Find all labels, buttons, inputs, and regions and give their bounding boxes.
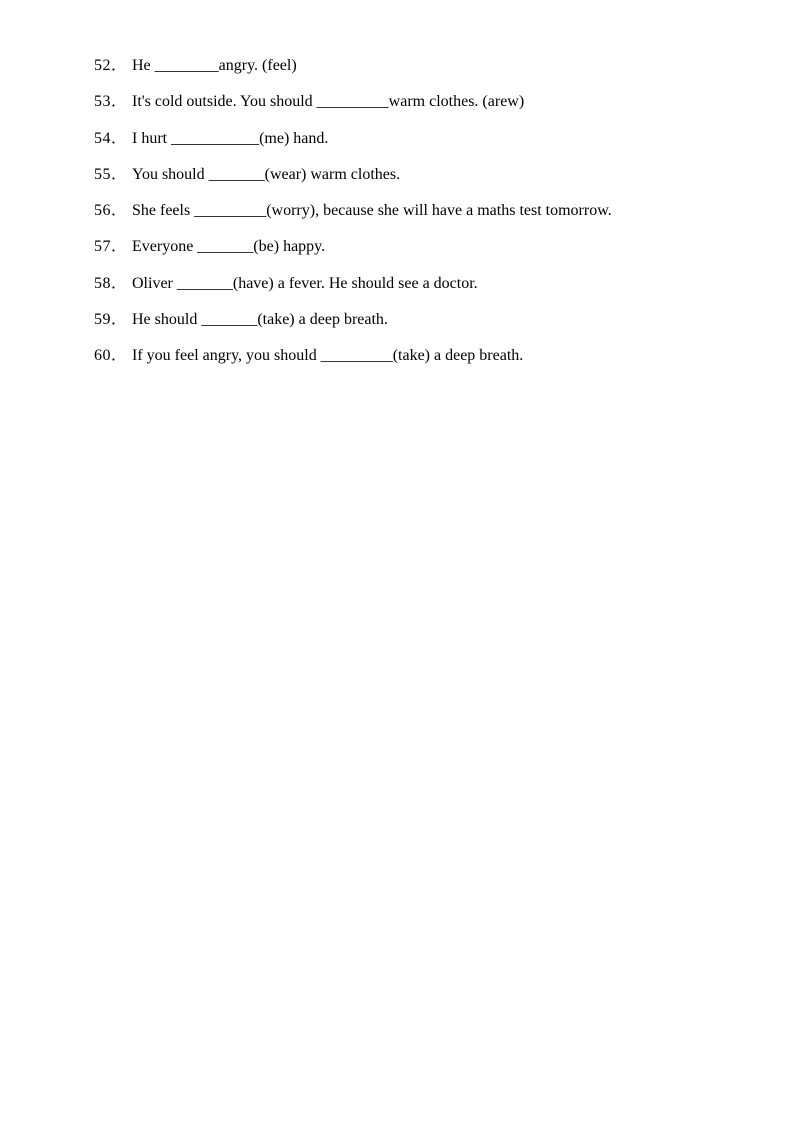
question-number: 52． [94,57,128,74]
question-item [94,56,754,92]
question-text: Oliver _______(have) a fever. He should see a doctor. [132,274,478,292]
question-number: 56． [94,202,128,219]
question-text: He ________angry. (feel) [132,57,297,74]
question-number: 58． [94,274,128,292]
question-item [94,346,754,382]
question-number: 54． [94,129,128,147]
question-number: 60． [94,347,128,364]
question-item [94,92,754,128]
question-list [94,56,754,382]
question-item [94,129,754,165]
question-number: 59． [94,310,128,328]
question-item [94,237,754,273]
question-text: It's cold outside. You should _________warm clothes. (arew) [132,93,525,111]
question-item [94,274,754,310]
question-text: You should _______(wear) warm clothes. [132,165,401,183]
question-text: He should _______(take) a deep breath. [132,310,388,328]
question-text: She feels _________(worry), because she will have a maths test tomorrow. [132,202,612,219]
question-number: 57． [94,238,128,256]
question-text: If you feel angry, you should _________(take) a deep breath. [132,347,524,364]
question-text: I hurt ___________(me) hand. [132,129,329,147]
question-item [94,310,754,346]
question-text: Everyone _______(be) happy. [132,238,326,256]
question-item [94,165,754,201]
question-number: 55． [94,165,128,183]
question-item [94,201,754,237]
question-number: 53． [94,93,128,111]
